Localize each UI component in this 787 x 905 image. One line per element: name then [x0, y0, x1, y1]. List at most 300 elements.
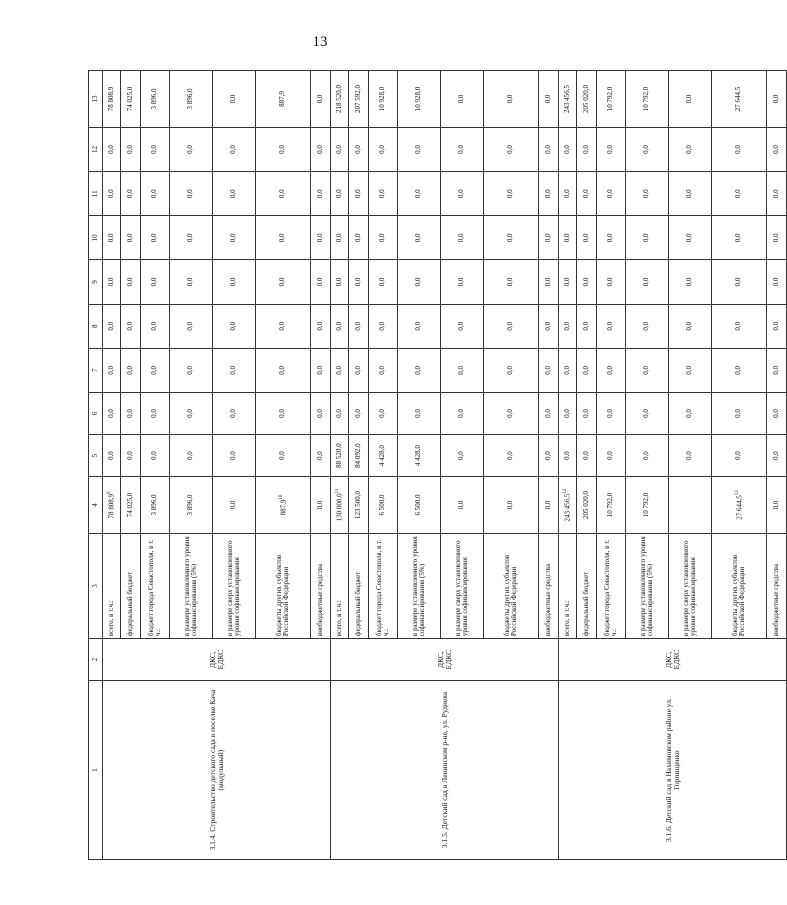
value-text: 0,0: [414, 409, 423, 418]
value-text: 10 792,0: [606, 86, 615, 112]
value-text: 0,0: [457, 409, 466, 418]
funding-source-label: бюджеты других субъектов Российской Федерации: [484, 533, 539, 638]
funding-source-label: федеральный бюджет: [577, 533, 597, 638]
value-text: 0,0: [685, 321, 694, 331]
value-cell: [559, 260, 577, 304]
footnote-ref: 9: [107, 491, 113, 495]
value-cell: [349, 348, 369, 392]
table-body: [103, 71, 787, 860]
value-cell: [349, 172, 369, 216]
value-cell: [256, 304, 311, 348]
value-cell: [626, 304, 669, 348]
value-cell: [311, 477, 331, 534]
value-text: 78 808,9: [106, 86, 115, 112]
value-cell: [213, 477, 256, 534]
value-text: 0,0: [506, 409, 515, 418]
col-header: 13: [89, 71, 103, 128]
value-text: 0,0: [229, 409, 238, 418]
value-cell: [213, 348, 256, 392]
value-cell: [121, 71, 141, 128]
value-text: 0,0: [315, 233, 324, 243]
value-text: 0,0: [642, 189, 651, 199]
funding-source-label: федеральный бюджет: [121, 533, 141, 638]
value-cell: [767, 348, 787, 392]
value-cell: [103, 172, 121, 216]
value-cell: [170, 127, 213, 171]
value-cell: [103, 435, 121, 477]
value-cell: [484, 172, 539, 216]
column-number-row: [89, 71, 103, 860]
value-cell: [331, 127, 349, 171]
value-text: 0,0: [414, 366, 423, 375]
value-cell: [577, 435, 597, 477]
value-text: 4 428,0: [378, 445, 387, 467]
funding-source-label: в размере сверх установленного уровня софинансирования: [669, 533, 712, 638]
value-cell: [626, 71, 669, 128]
value-cell: [559, 127, 577, 171]
value-text: 78 808,9: [107, 494, 116, 519]
value-text: 0,0: [229, 277, 238, 287]
value-cell: [331, 348, 349, 392]
value-cell: [712, 172, 767, 216]
value-text: 0,0: [378, 321, 387, 331]
value-cell: [597, 260, 626, 304]
value-text: 0,0: [606, 145, 615, 154]
value-text: 0,0: [229, 500, 238, 510]
value-cell: [577, 260, 597, 304]
value-text: 0,0: [506, 94, 515, 104]
funding-source-label: в размере установленного уровня софинансирования (5%): [398, 533, 441, 638]
value-text: 0,0: [562, 451, 571, 460]
value-text: 0,0: [685, 366, 694, 375]
value-text: 0,0: [506, 321, 515, 331]
value-cell: [539, 172, 559, 216]
value-text: 0,0: [543, 145, 552, 154]
value-text: 0,0: [771, 366, 780, 375]
value-text: 0,0: [457, 189, 466, 199]
value-text: 0,0: [315, 94, 324, 104]
value-cell: [349, 304, 369, 348]
col-header: 12: [89, 127, 103, 171]
value-cell: [559, 477, 577, 534]
value-text: 0,0: [278, 189, 287, 199]
value-text: 205 020,0: [581, 84, 590, 113]
value-text: 0,0: [125, 233, 134, 243]
value-text: 0,0: [642, 409, 651, 418]
value-text: 4 428,0: [414, 445, 423, 467]
value-cell: [577, 172, 597, 216]
col-header: 8: [89, 304, 103, 348]
value-cell: [349, 127, 369, 171]
value-text: 0,0: [315, 145, 324, 154]
value-cell: [767, 127, 787, 171]
value-cell: [369, 216, 398, 260]
value-text: 0,0: [186, 321, 195, 331]
value-text: 0,0: [315, 409, 324, 418]
value-cell: [170, 392, 213, 434]
funding-source-label: внебюджетные средства: [767, 533, 787, 638]
value-text: 0,0: [506, 366, 515, 375]
value-cell: [398, 216, 441, 260]
value-cell: [712, 348, 767, 392]
value-cell: [484, 392, 539, 434]
value-cell: [331, 216, 349, 260]
value-text: 0,0: [543, 94, 552, 104]
value-text: 0,0: [506, 233, 515, 243]
value-text: 0,0: [106, 277, 115, 287]
col-header: 11: [89, 172, 103, 216]
value-cell: [311, 260, 331, 304]
value-text: 0,0: [642, 277, 651, 287]
value-cell: [669, 304, 712, 348]
value-text: 0,0: [186, 145, 195, 154]
value-cell: [121, 348, 141, 392]
value-text: 0,0: [125, 366, 134, 375]
value-text: 0,0: [771, 321, 780, 331]
value-cell: [484, 304, 539, 348]
value-text: 0,0: [106, 189, 115, 199]
value-cell: [256, 71, 311, 128]
funding-source-label: бюджеты других субъектов Российской Федерации: [256, 533, 311, 638]
value-text: 0,0: [506, 277, 515, 287]
value-text: 0,0: [771, 277, 780, 287]
value-text: 0,0: [353, 277, 362, 287]
value-text: 0,0: [771, 189, 780, 199]
value-cell: [103, 477, 121, 534]
value-text: 0,0: [562, 145, 571, 154]
value-cell: [369, 304, 398, 348]
col-header: 2: [89, 639, 103, 681]
value-text: 84 092,0: [353, 443, 362, 468]
value-cell: [626, 435, 669, 477]
value-cell: [213, 304, 256, 348]
value-cell: [669, 392, 712, 434]
value-text: 3 896,0: [150, 88, 159, 110]
value-text: 0,0: [315, 500, 324, 510]
value-text: 0,0: [414, 233, 423, 243]
value-text: 0,0: [150, 233, 159, 243]
value-cell: [712, 392, 767, 434]
value-cell: [141, 127, 170, 171]
value-text: 0,0: [315, 366, 324, 375]
value-text: 0,0: [581, 409, 590, 418]
value-cell: [597, 477, 626, 534]
value-text: 0,0: [685, 94, 694, 104]
value-cell: [626, 260, 669, 304]
value-text: 0,0: [562, 321, 571, 331]
value-cell: [369, 392, 398, 434]
value-cell: [441, 477, 484, 534]
value-text: 0,0: [543, 277, 552, 287]
value-text: 10 792,0: [642, 492, 651, 518]
value-cell: [577, 127, 597, 171]
funding-source-label: бюджет города Севастополя, в т. ч.:: [597, 533, 626, 638]
value-text: 0,0: [685, 189, 694, 199]
value-text: 10 792,0: [606, 492, 615, 518]
value-cell: [369, 435, 398, 477]
value-cell: [398, 260, 441, 304]
value-text: 0,0: [581, 145, 590, 154]
value-text: 0,0: [353, 189, 362, 199]
value-text: 0,0: [414, 189, 423, 199]
value-text: 0,0: [642, 233, 651, 243]
value-cell: [484, 216, 539, 260]
value-text: 0,0: [125, 145, 134, 154]
value-cell: [213, 172, 256, 216]
value-cell: [712, 71, 767, 128]
value-cell: [441, 304, 484, 348]
value-text: 0,0: [581, 233, 590, 243]
value-cell: [121, 216, 141, 260]
value-cell: [103, 127, 121, 171]
value-text: 0,0: [562, 189, 571, 199]
value-cell: [331, 304, 349, 348]
value-text: 0,0: [378, 145, 387, 154]
value-cell: [213, 392, 256, 434]
value-cell: [369, 71, 398, 128]
col-header: 7: [89, 348, 103, 392]
value-cell: [311, 392, 331, 434]
executor: ДКС, ЕДКС: [331, 639, 559, 681]
value-text: 0,0: [378, 409, 387, 418]
value-cell: [597, 172, 626, 216]
value-cell: [712, 304, 767, 348]
value-text: 0,0: [606, 409, 615, 418]
value-cell: [170, 216, 213, 260]
value-cell: [441, 216, 484, 260]
value-cell: [398, 172, 441, 216]
value-text: 0,0: [543, 233, 552, 243]
value-text: 0,0: [229, 189, 238, 199]
value-text: 27 644,5: [734, 495, 743, 520]
value-text: 887,9: [278, 91, 287, 107]
value-text: 0,0: [125, 277, 134, 287]
value-cell: [349, 260, 369, 304]
value-cell: [597, 304, 626, 348]
value-cell: [170, 304, 213, 348]
value-text: 0,0: [278, 145, 287, 154]
value-cell: [597, 71, 626, 128]
value-cell: [369, 348, 398, 392]
value-cell: [256, 216, 311, 260]
value-cell: [256, 477, 311, 534]
value-cell: [539, 348, 559, 392]
value-text: 0,0: [562, 366, 571, 375]
value-text: 207 592,0: [353, 84, 362, 113]
object-name: 3.1.6. Детский сад в Нахимовском районе ул. Горпищенко: [559, 681, 787, 860]
value-cell: [103, 304, 121, 348]
value-text: 0,0: [543, 451, 552, 460]
value-cell: [141, 435, 170, 477]
value-text: 0,0: [685, 451, 694, 460]
value-cell: [712, 216, 767, 260]
value-cell: [484, 477, 539, 534]
col-header: 6: [89, 392, 103, 434]
value-text: 0,0: [581, 321, 590, 331]
value-text: 0,0: [186, 189, 195, 199]
value-cell: [767, 392, 787, 434]
value-text: 0,0: [562, 277, 571, 287]
value-cell: [712, 127, 767, 171]
value-text: 130 000,0: [335, 493, 344, 522]
funding-source-label: бюджеты других субъектов Российской Федерации: [712, 533, 767, 638]
funding-source-label: бюджет города Севастополя, в т. ч.:: [141, 533, 170, 638]
value-text: 0,0: [457, 94, 466, 104]
value-cell: [767, 71, 787, 128]
value-cell: [398, 304, 441, 348]
value-cell: [349, 435, 369, 477]
value-cell: [141, 260, 170, 304]
value-cell: [767, 172, 787, 216]
value-text: 0,0: [315, 321, 324, 331]
value-text: 0,0: [334, 233, 343, 243]
value-text: 0,0: [125, 189, 134, 199]
value-text: 0,0: [506, 500, 515, 510]
value-text: 0,0: [734, 189, 743, 199]
value-cell: [539, 71, 559, 128]
value-text: 74 025,0: [125, 492, 134, 518]
value-text: 0,0: [125, 321, 134, 331]
value-cell: [559, 392, 577, 434]
table-row: [331, 71, 349, 860]
value-text: 0,0: [606, 233, 615, 243]
value-text: 0,0: [353, 409, 362, 418]
value-cell: [441, 71, 484, 128]
value-cell: [213, 216, 256, 260]
value-text: 0,0: [106, 451, 115, 460]
value-text: 0,0: [150, 451, 159, 460]
value-text: 0,0: [334, 409, 343, 418]
value-text: 0,0: [378, 277, 387, 287]
object-name: 3.1.5. Детский сад в Ленинском р-не, ул. Руднева: [331, 681, 559, 860]
value-text: 10 928,0: [378, 86, 387, 112]
value-cell: [626, 216, 669, 260]
value-text: 74 025,0: [125, 86, 134, 112]
value-text: 3 896,0: [186, 88, 195, 110]
value-text: 0,0: [642, 321, 651, 331]
value-cell: [712, 435, 767, 477]
value-text: 0,0: [186, 409, 195, 418]
value-text: 0,0: [581, 451, 590, 460]
value-text: 0,0: [186, 277, 195, 287]
value-text: 0,0: [278, 451, 287, 460]
value-cell: [170, 71, 213, 128]
value-text: 0,0: [543, 189, 552, 199]
value-cell: [369, 127, 398, 171]
value-cell: [559, 304, 577, 348]
value-cell: [484, 260, 539, 304]
col-header: 3: [89, 533, 103, 638]
value-text: 0,0: [457, 366, 466, 375]
value-cell: [141, 216, 170, 260]
value-text: 0,0: [315, 451, 324, 460]
value-text: 0,0: [771, 94, 780, 104]
value-text: 27 644,5: [734, 86, 743, 112]
value-text: 0,0: [106, 366, 115, 375]
funding-source-label: в размере установленного уровня софинансирования (5%): [170, 533, 213, 638]
value-text: 0,0: [581, 189, 590, 199]
value-text: 0,0: [125, 409, 134, 418]
value-cell: [626, 127, 669, 171]
funding-source-label: всего, в т.ч.:: [331, 533, 349, 638]
value-text: 0,0: [642, 145, 651, 154]
footnote-ref: 11: [335, 488, 341, 494]
value-text: 0,0: [278, 277, 287, 287]
value-text: 0,0: [457, 321, 466, 331]
value-text: 0,0: [229, 145, 238, 154]
value-cell: [213, 260, 256, 304]
value-text: 0,0: [150, 366, 159, 375]
value-cell: [311, 435, 331, 477]
value-cell: [398, 435, 441, 477]
value-cell: [539, 477, 559, 534]
value-text: 0,0: [334, 277, 343, 287]
value-cell: [141, 71, 170, 128]
value-cell: [121, 304, 141, 348]
value-text: 0,0: [457, 451, 466, 460]
value-text: 0,0: [771, 233, 780, 243]
col-header: 5: [89, 435, 103, 477]
value-cell: [669, 216, 712, 260]
value-cell: [539, 127, 559, 171]
value-cell: [559, 172, 577, 216]
value-text: 6 500,0: [378, 494, 387, 516]
value-text: 3 896,0: [150, 494, 159, 516]
value-text: 0,0: [771, 409, 780, 418]
value-text: 0,0: [334, 189, 343, 199]
value-cell: [103, 348, 121, 392]
value-cell: [369, 172, 398, 216]
value-cell: [311, 71, 331, 128]
value-text: 0,0: [150, 189, 159, 199]
value-cell: [398, 348, 441, 392]
value-cell: [349, 71, 369, 128]
value-cell: [577, 71, 597, 128]
value-cell: [539, 304, 559, 348]
value-cell: [767, 435, 787, 477]
rotated-table-wrapper: [88, 70, 780, 860]
value-cell: [349, 392, 369, 434]
value-text: 0,0: [334, 366, 343, 375]
value-text: 0,0: [150, 321, 159, 331]
value-cell: [103, 260, 121, 304]
value-cell: [767, 260, 787, 304]
value-cell: [256, 260, 311, 304]
value-text: 218 520,0: [334, 84, 343, 113]
value-text: 10 928,0: [414, 86, 423, 112]
value-cell: [484, 348, 539, 392]
value-text: 0,0: [771, 451, 780, 460]
value-cell: [121, 392, 141, 434]
value-cell: [311, 216, 331, 260]
value-text: 0,0: [378, 189, 387, 199]
value-cell: [121, 260, 141, 304]
footnote-ref: 12: [563, 488, 569, 494]
value-cell: [441, 392, 484, 434]
value-cell: [170, 348, 213, 392]
value-cell: [311, 172, 331, 216]
value-text: 0,0: [734, 409, 743, 418]
value-text: 3 896,0: [186, 494, 195, 516]
value-text: 0,0: [106, 145, 115, 154]
value-cell: [103, 392, 121, 434]
value-cell: [441, 172, 484, 216]
value-cell: [767, 477, 787, 534]
value-cell: [170, 435, 213, 477]
value-cell: [441, 260, 484, 304]
value-cell: [121, 477, 141, 534]
value-cell: [170, 172, 213, 216]
